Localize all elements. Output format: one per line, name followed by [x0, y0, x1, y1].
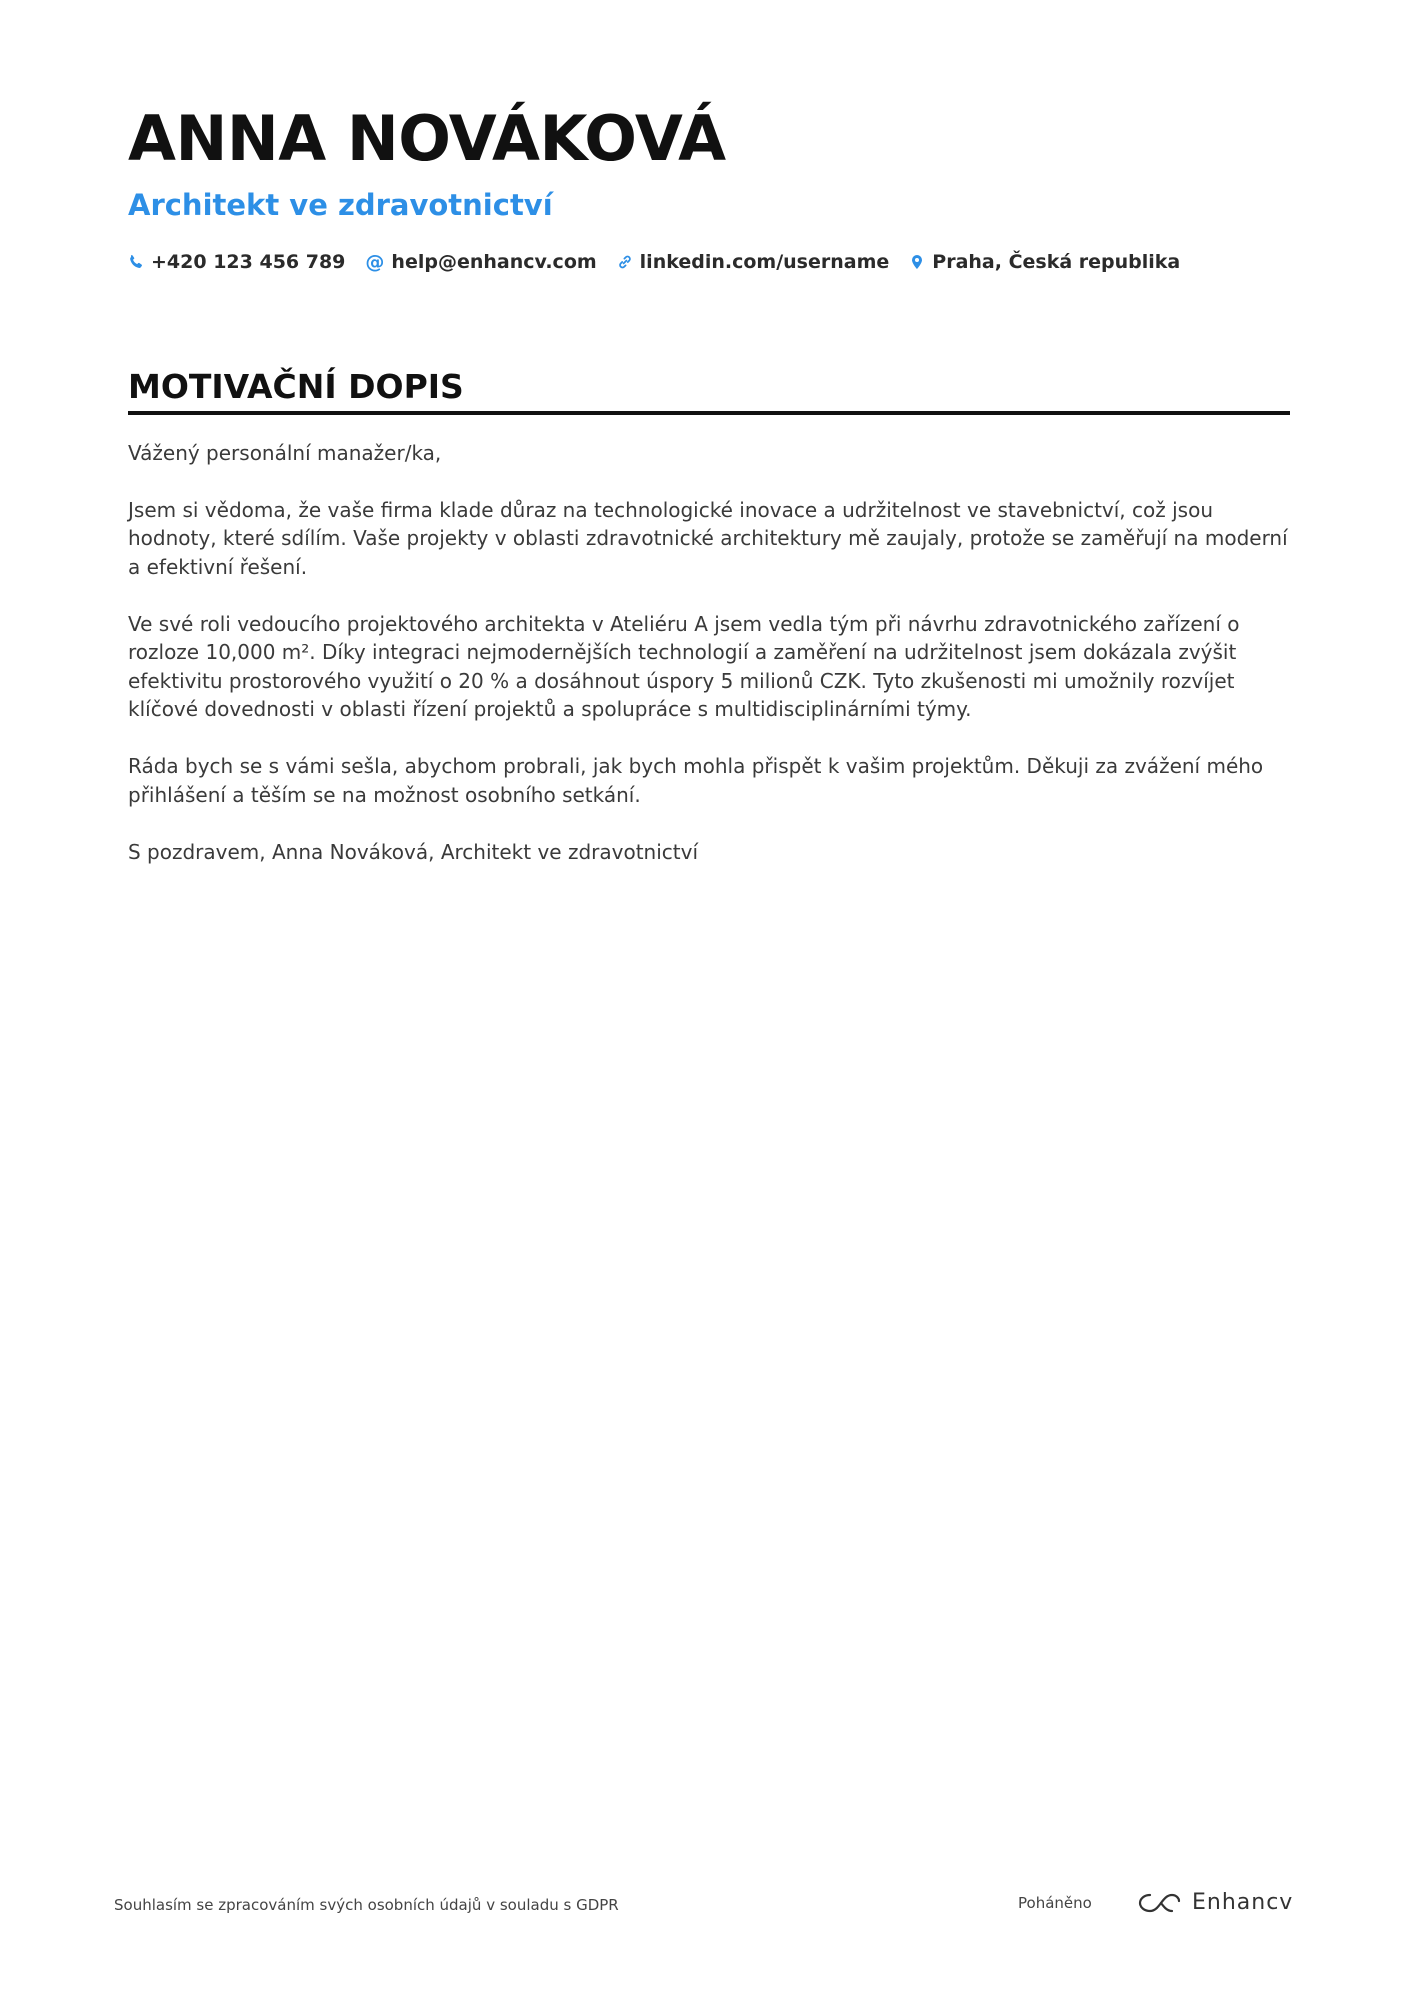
- link-icon: [617, 254, 633, 270]
- section-divider: [128, 411, 1290, 415]
- section-title: MOTIVAČNÍ DOPIS: [128, 367, 464, 406]
- email-text[interactable]: help@enhancv.com: [391, 250, 597, 273]
- letter-body: [128, 439, 1290, 867]
- gdpr-consent: Souhlasím se zpracováním svých osobních údajů v souladu s GDPR: [114, 1896, 619, 1914]
- letter-greeting: Vážený personální manažer/ka,: [128, 440, 442, 465]
- phone-text: +420 123 456 789: [151, 250, 346, 273]
- powered-by-label: Poháněno: [1018, 1894, 1092, 1912]
- enhancv-logo-icon: [1138, 1891, 1184, 1915]
- contact-row: [128, 251, 1288, 273]
- brand-logo[interactable]: [1138, 1890, 1293, 1915]
- contact-email[interactable]: [365, 251, 596, 273]
- location-pin-icon: [909, 254, 925, 270]
- letter-paragraph: Ve své roli vedoucího projektového architekta v Ateliéru A jsem vedla tým při návrhu zdravotnického zařízení o rozloze 10,000 m². Díky integraci nejmodernějších technologií a zaměření na udržitelnost jsem dokázala zvýšit efektivitu prostorového využití o 20 % a dosáhnout úspory 5 milionů CZK. Tyto zkušenosti mi umožnily rozvíjet klíčové dovednosti v oblasti řízení projektů a spolupráce s multidisciplinárními týmy.: [128, 611, 1240, 722]
- contact-phone: [128, 251, 345, 273]
- phone-icon: [128, 254, 144, 270]
- cover-letter-section: [128, 367, 1290, 895]
- candidate-name: ANNA NOVÁKOVÁ: [128, 102, 726, 175]
- letter-closing: S pozdravem, Anna Nováková, Architekt ve zdravotnictví: [128, 839, 699, 864]
- linkedin-text[interactable]: linkedin.com/username: [639, 250, 890, 273]
- header: [128, 102, 1288, 273]
- at-icon: @: [365, 250, 385, 273]
- letter-paragraph: Ráda bych se s vámi sešla, abychom probrali, jak bych mohla přispět k vašim projektům. Děkuji za zvážení mého přihlášení a těším se na možnost osobního setkání.: [128, 754, 1264, 807]
- contact-location: [909, 251, 1180, 273]
- job-title: Architekt ve zdravotnictví: [128, 188, 553, 222]
- letter-paragraph: Jsem si vědoma, že vaše firma klade důraz na technologické inovace a udržitelnost ve stavebnictví, což jsou hodnoty, které sdílím. Vaše projekty v oblasti zdravotnické architektury mě zaujaly, protože se zaměřují na moderní a efektivní řešení.: [128, 497, 1288, 579]
- contact-linkedin[interactable]: [617, 251, 890, 273]
- footer: [114, 1890, 1294, 1920]
- location-text: Praha, Česká republika: [932, 250, 1181, 273]
- brand-name: Enhancv: [1192, 1890, 1294, 1915]
